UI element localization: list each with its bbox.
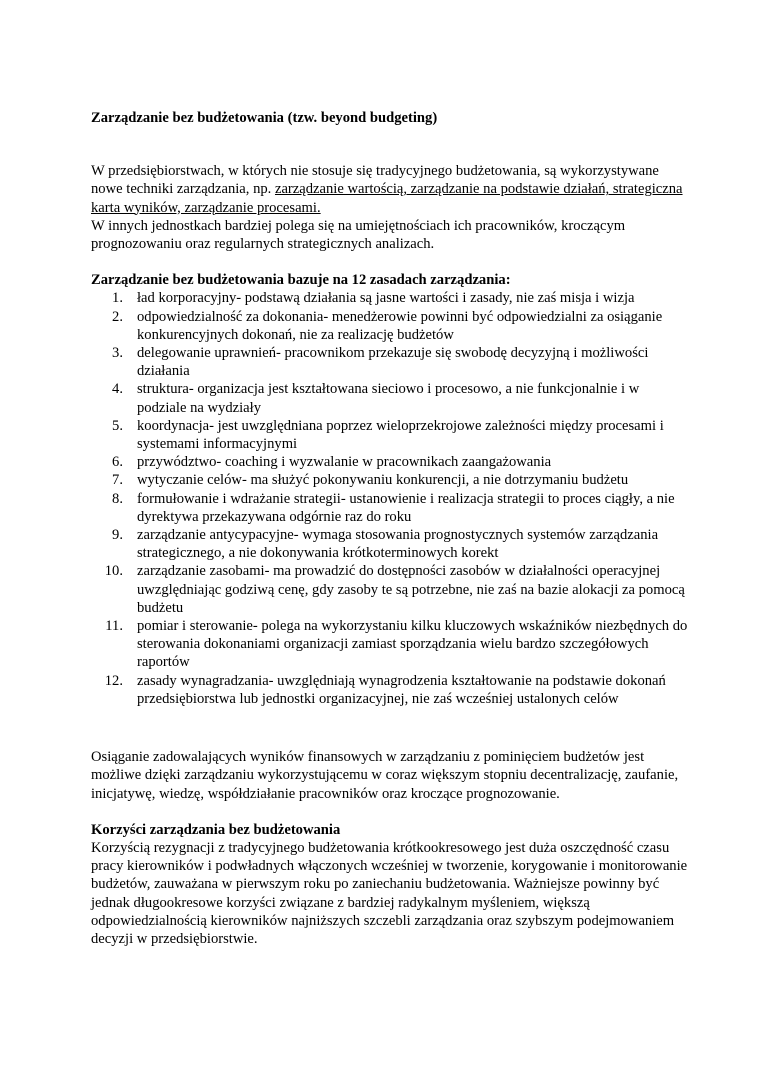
list-item-text: zasady wynagradzania- uwzględniają wynagrodzenia kształtowanie na podstawie dokonań przedsiębiorstwa lub jednostki organizacyjnej, nie zaś wcześniej ustalonych celów bbox=[137, 672, 666, 707]
benefits-heading: Korzyści zarządzania bez budżetowania bbox=[91, 821, 341, 838]
intro-second-line: W innych jednostkach bardziej polega się na umiejętnościach ich pracowników, kroczącym prognozowaniu oraz regularnych strategicznych analizach. bbox=[91, 217, 626, 253]
spacer bbox=[91, 253, 691, 271]
list-item bbox=[91, 417, 691, 453]
list-item bbox=[91, 308, 691, 344]
list-item bbox=[91, 490, 691, 526]
list-item-text: pomiar i sterowanie- polega na wykorzystaniu kilku kluczowych wskaźników niezbędnych do sterowania dokonaniami organizacji zamiast sporządzania wielu bardzo szczegółowych raportów bbox=[137, 618, 688, 671]
list-item-text: struktura- organizacja jest kształtowana sieciowo i procesowo, a nie funkcjonalnie i w podziale na wydziały bbox=[137, 381, 640, 416]
list-item bbox=[91, 672, 691, 708]
list-item bbox=[91, 617, 691, 672]
list-item bbox=[91, 289, 691, 307]
list-item-text: odpowiedzialność za dokonania- menedżerowie powinni być odpowiedzialni za osiąganie konkurencyjnych dokonań, nie za realizację budżetów bbox=[137, 308, 663, 343]
list-item bbox=[91, 562, 691, 617]
list-item-text: zarządzanie zasobami- ma prowadzić do dostępności zasobów w działalności operacyjnej uwzględniając godziwą cenę, gdy zasoby te są potrzebne, nie zaś na bazie alokacji za pomocą budżetu bbox=[137, 563, 685, 616]
list-item bbox=[91, 526, 691, 562]
principles-heading: Zarządzanie bez budżetowania bazuje na 12 zasadach zarządzania: bbox=[91, 272, 511, 289]
techniques-link[interactable]: zarządzanie wartością, zarządzanie na podstawie działań, strategiczna karta wyników, zarządzanie procesami. bbox=[91, 181, 683, 216]
principles-list bbox=[91, 289, 691, 708]
list-item-number: 9. bbox=[112, 527, 123, 544]
list-item bbox=[91, 344, 691, 380]
list-item bbox=[91, 380, 691, 416]
list-item-number: 1. bbox=[112, 290, 123, 307]
list-item-number: 11. bbox=[105, 618, 123, 635]
document-page bbox=[91, 109, 691, 948]
list-item-text: formułowanie i wdrażanie strategii- ustanowienie i realizacja strategii to proces ciągły, a nie dyrektywa przekazywana odgórnie raz do roku bbox=[137, 490, 675, 525]
list-item-number: 6. bbox=[112, 454, 123, 471]
spacer bbox=[91, 803, 691, 821]
intro-paragraph bbox=[91, 162, 691, 253]
spacer bbox=[91, 127, 691, 162]
intro-text: W przedsiębiorstwach, w których nie stosuje się tradycyjnego budżetowania, są wykorzystywane nowe techniki zarządzania, np. bbox=[91, 163, 659, 198]
list-item-number: 7. bbox=[112, 472, 123, 489]
list-item-number: 12. bbox=[104, 672, 123, 689]
list-item bbox=[91, 453, 691, 471]
list-item-number: 5. bbox=[112, 417, 123, 434]
list-item-text: przywództwo- coaching i wyzwalanie w pracownikach zaangażowania bbox=[137, 454, 552, 471]
list-item-number: 4. bbox=[112, 381, 123, 398]
list-item-text: zarządzanie antycypacyjne- wymaga stosowania prognostycznych systemów zarządzania strategicznego, a nie dokonywania krótkoterminowych korekt bbox=[137, 527, 659, 562]
list-item-text: ład korporacyjny- podstawą działania są jasne wartości i zasady, nie zaś misja i wizja bbox=[137, 290, 635, 307]
list-item-text: wytyczanie celów- ma służyć pokonywaniu konkurencji, a nie dotrzymaniu budżetu bbox=[137, 472, 629, 489]
list-item bbox=[91, 471, 691, 489]
list-item-number: 3. bbox=[112, 345, 123, 362]
spacer bbox=[91, 708, 691, 748]
benefits-paragraph: Korzyścią rezygnacji z tradycyjnego budżetowania krótkookresowego jest duża oszczędność czasu pracy kierowników i podwładnych włączonych wcześniej w tworzenie, korygowanie i monitorowanie budżetów, zauważana w pierwszym roku po zaniechaniu budżetowania. Ważniejsze powinny być jednak długookresowe korzyści związane z bardziej radykalnym myśleniem, większą odpowiedzialnością kierowników najniższych szczebli zarządzania oraz szybszym podejmowaniem decyzji w przedsiębiorstwie. bbox=[91, 839, 688, 947]
list-item-number: 10. bbox=[104, 563, 123, 580]
list-item-text: koordynacja- jest uwzględniana poprzez wieloprzekrojowe zależności między procesami i systemami informacyjnymi bbox=[137, 417, 664, 453]
list-item-number: 2. bbox=[112, 308, 123, 325]
document-title: Zarządzanie bez budżetowania (tzw. beyond budgeting) bbox=[91, 110, 438, 126]
summary-paragraph: Osiąganie zadowalających wyników finansowych w zarządzaniu z pominięciem budżetów jest możliwe dzięki zarządzaniu wykorzystującemu w coraz większym stopniu decentralizację, zaufanie, inicjatywę, wiedzę, współdziałanie pracowników oraz kroczące prognozowanie. bbox=[91, 749, 679, 802]
list-item-text: delegowanie uprawnień- pracownikom przekazuje się swobodę decyzyjną i możliwości działania bbox=[137, 345, 649, 380]
list-item-number: 8. bbox=[112, 490, 123, 507]
